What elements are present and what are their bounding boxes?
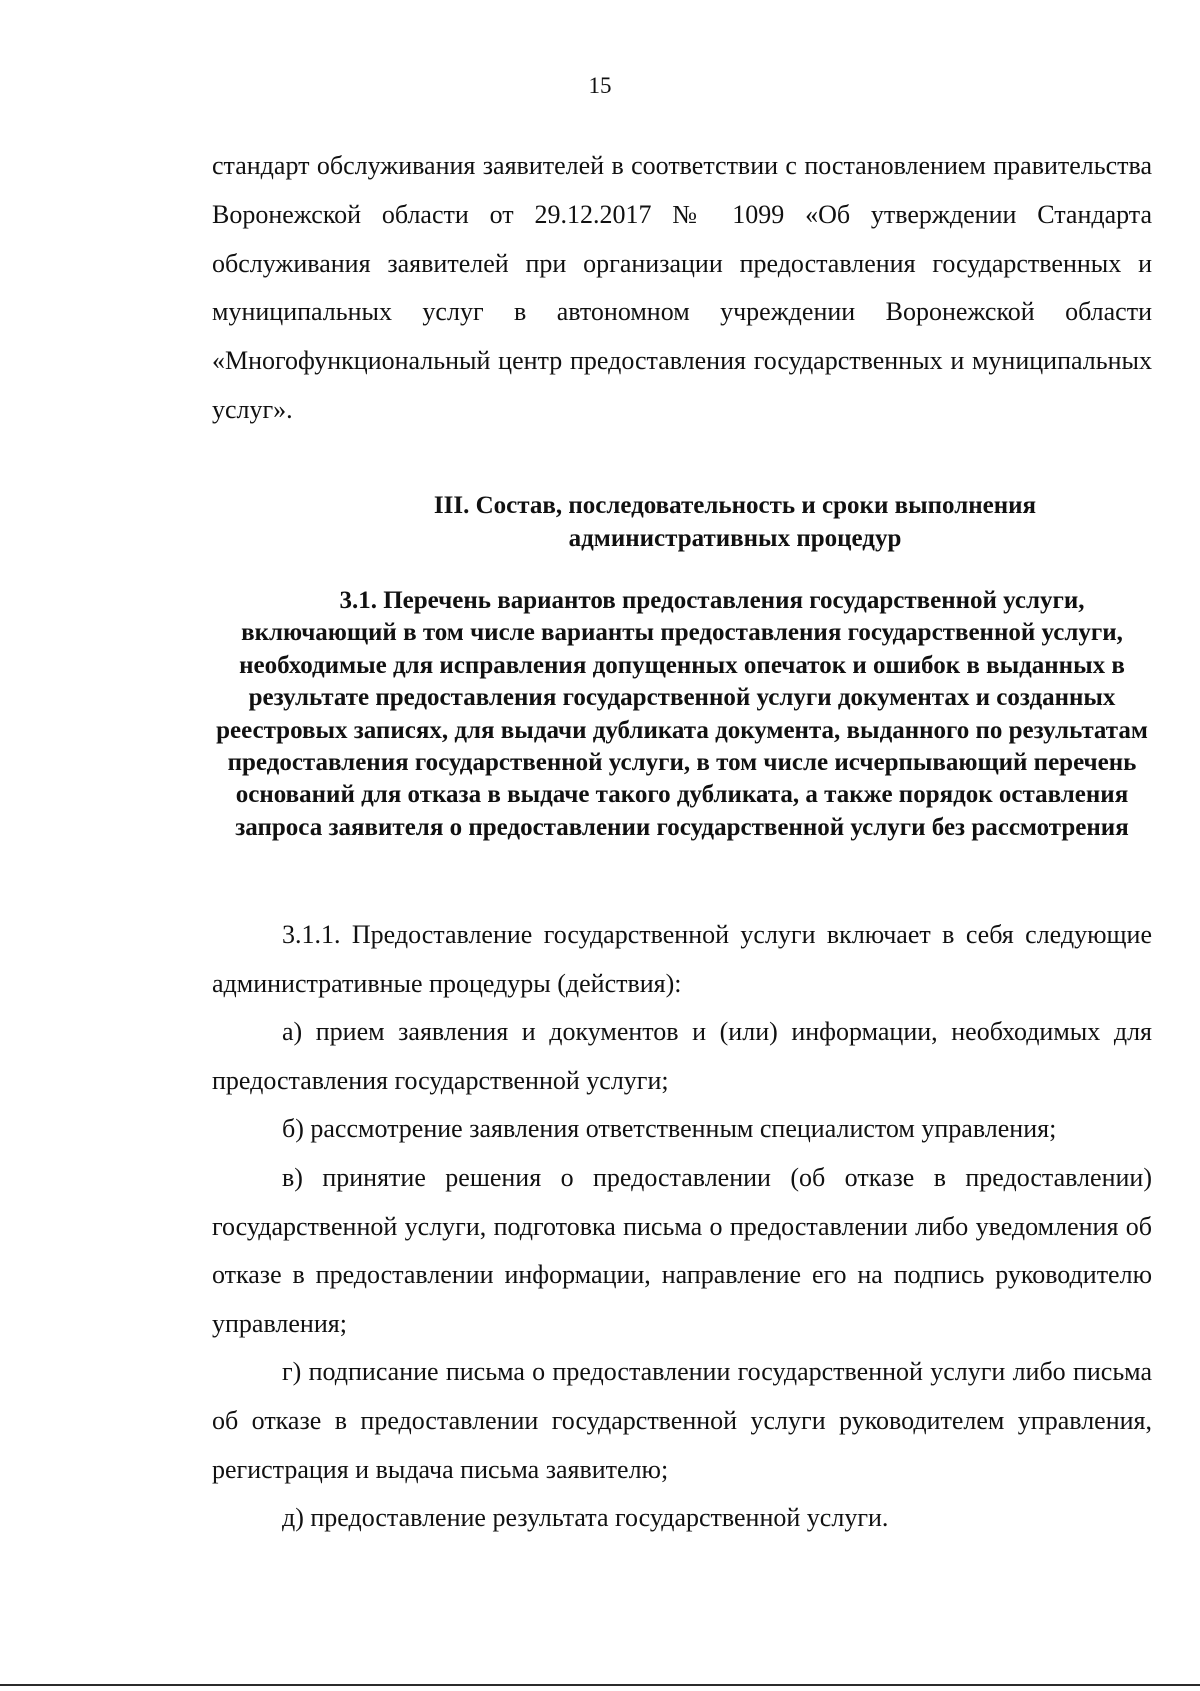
subsection-title-first-line: 3.1. Перечень вариантов предоставления государственной услуги, bbox=[339, 587, 1085, 614]
procedure-item-g: г) подписание письма о предоставлении государственной услуги либо письма об отказе в предоставлении государственной услуги руководителем управления, регистрация и выдача письма заявителю; bbox=[212, 1357, 1152, 1484]
subsection-title-rest: включающий в том числе варианты предоставления государственной услуги, необходимые для исправления допущенных опечаток и ошибок в выданных в результате предоставления государственной услуги документах и созданных реестровых записях, для выдачи дубликата документа, выданного по результатам предоставления государственной услуги, в том числе исчерпывающий перечень оснований для отказа в выдаче такого дубликата, а также порядок оставления запроса заявителя о предоставлении государственной услуги без рассмотрения bbox=[216, 619, 1148, 841]
procedure-item-d: д) предоставление результата государственной услуги. bbox=[282, 1503, 889, 1533]
procedures-intro-paragraph: 3.1.1. Предоставление государственной услуги включает в себя следующие административные процедуры (действия): bbox=[212, 920, 1152, 998]
procedure-item-a: а) прием заявления и документов и (или) информации, необходимых для предоставления государственной услуги; bbox=[212, 1017, 1152, 1095]
intro-paragraph: стандарт обслуживания заявителей в соответствии с постановлением правительства Воронежской области от 29.12.2017 № 1099 «Об утверждении Стандарта обслуживания заявителей при организации предоставления государственных и муниципальных услуг в автономном учреждении Воронежской области «Многофункциональный центр предоставления государственных и муниципальных услуг». bbox=[212, 151, 1152, 424]
procedure-item-b: б) рассмотрение заявления ответственным специалистом управления; bbox=[282, 1114, 1057, 1144]
subsection-title bbox=[210, 585, 1154, 844]
intro-paragraph-block bbox=[212, 142, 1152, 435]
bottom-divider-line bbox=[0, 1684, 1200, 1686]
procedure-item-v: в) принятие решения о предоставлении (об отказе в предоставлении) государственной услуги, подготовка письма о предоставлении либо уведомления об отказе в предоставлении информации, направление его на подпись руководителю управления; bbox=[212, 1162, 1152, 1338]
page-number: 15 bbox=[588, 73, 612, 98]
section-title: III. Состав, последовательность и сроки выполнения административных процедур bbox=[433, 492, 1037, 552]
procedures-text-block bbox=[212, 911, 1152, 1543]
